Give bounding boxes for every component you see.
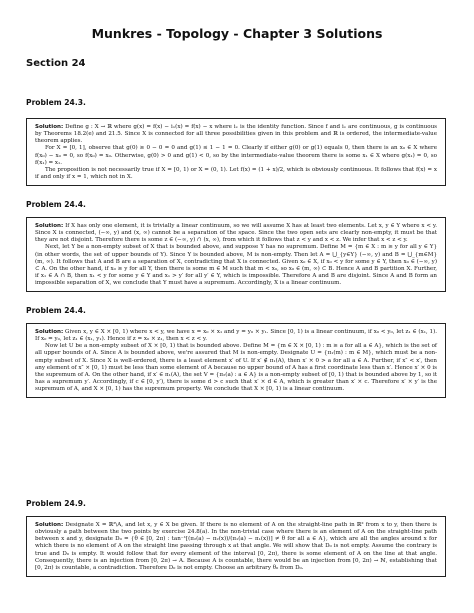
document-title: Munkres - Topology - Chapter 3 Solutions [91,26,383,41]
solution-paragraph: Now let U be a non-empty subset of X × [0, 1) that is bounded above. Define M = {m ∈ X × [0, 1) : m ≥ a for all a ∈ A}, which is the set of all upper bounds of A. Since A is bounded above, we're assured that M is non-empty. Designate U = {π₁(m) : m ∈ M}, which must be a non-empty subset of X. Since X is well-ordered, there is a least element x′ of U. If x′ ∉ π₁(A), then x′ × 0 > a for all a ∈ A. Further, if x″ < x′, then any element of x″ × [0, 1) must be less than some element of A because no upper bound of A has a first coordinate less than x′. Hence x′ × 0 is the supremum of A. On the other hand, if x′ ∈ π₁(A), the set V = {π₂(a) : a ∈ A} is a non-empty subset of [0, 1) that is bounded above by 1, so it has a supremum y′. Accordingly, if c ∈ [0, y′), there is some d > c such that x′ × d ∈ A, which is greater than x′ × c. Therefore x′ × y′ is the supremum of A, and X × [0, 1) has the supremum property. We conclude that X × [0, 1) is a linear continuum. [35,343,438,393]
solution-label: Solution: [35,124,64,130]
solution-paragraph: Solution: Define g : X → ℝ where g(x) = f(x) − iₓ(x) = f(x) − x where iₓ is the identity function. Since f and iₓ are continuous, g is continuous by Theorems 18.2(e) and 21.5. Since X is connected for all three possibilities given in this problem and ℝ is ordered, the intermediate-value theorem applies. [35,124,437,145]
solution-paragraph: Solution: Designate X = ℝ²\A, and let x, y ∈ X be given. If there is no element of A on the straight-line path in ℝ² from x to y, then there is obviously a path between the two points by exercise 24.8(a). In the non-trivial case where there is an element of A on the straight-line path between x and y, designate D₀ = {θ ∈ [0, 2π) : tan⁻¹[(π₂(a) − π₂(x))/(π₁(a) − π₁(x))] ≠ θ for all a ∈ A}, which are all the angles around x for which there is no element of A on the straight line passing through x at that angle. We will show that D₀ is not empty. Assume the contrary is true and D₀ is empty. It would follow that for every element of the interval [0, 2π), there is some element of A on the line at that angle. Consequently, there is an injection from [0, 2π) → A. Because A is countable, there would be an injection from [0, 2π) → ℕ, establishing that [0, 2π) is countable, a contradiction. Therefore D₀ is not empty. Choose an arbitrary θ₀ from D₀. [35,522,437,571]
solution-label: Solution: [35,329,64,335]
solution-box [26,516,446,577]
solution-label: Solution: [35,223,64,229]
solution-box [26,118,446,186]
problem-heading: Problem 24.4. [26,200,86,209]
solution-box [26,217,446,292]
solution-paragraph: Next, let Y be a non-empty subset of X that is bounded above, and suppose Y has no supremum. Define M = {m ∈ X : m ≥ y for all y ∈ Y} (in other words, the set of upper bounds of Y). Since Y is bounded above, M is non-empty. Then let A = ⋃_{y∈Y} (−∞, y) and B = ⋃_{m∈M} (m, ∞). It follows that A and B are a separation of X, contradicting that X is connected. Given x₀ ∈ X, if x₀ < y for some y ∈ Y, then x₀ ∈ (−∞, y) ⊂ A. On the other hand, if x₀ ≥ y for all Y, then there is some m ∈ M such that m < x₀, so x₀ ∈ (m, ∞) ⊂ B. Hence A and B partition X. Further, if x₁ ∈ A ∩ B, then x₁ < y for some y ∈ Y and x₁ > y′ for all y′ ∈ Y, which is impossible. Therefore A and B are disjoint. Since A and B form an impossible separation of X, we conclude that Y must have a supremum. Accordingly, X is a linear continuum. [35,244,437,287]
solution-paragraph: Solution: If X has only one element, it is trivially a linear continuum, so we will assume X has at least two elements. Let x, y ∈ Y where x < y. Since X is connected, (−∞, y) and (x, ∞) cannot be a separation of the space. Since the two open sets are clearly non-empty, it must be that they are not disjoint. Therefore there is some z ∈ (−∞, y) ∩ (x, ∞), from which it follows that z < y and x < z. We infer that x < z < y. [35,223,437,244]
solution-label: Solution: [35,522,64,528]
problem-heading: Problem 24.3. [26,98,86,107]
solution-paragraph: For X = [0, 1], observe that g(0) ≥ 0 − 0 = 0 and g(1) ≤ 1 − 1 = 0. Clearly if either g(0) or g(1) equals 0, then there is an x₀ ∈ X where f(x₀) − x₀ = 0, so f(x₀) = x₀. Otherwise, g(0) > 0 and g(1) < 0, so by the intermediate-value theorem there is some x₁ ∈ X where g(x₁) = 0, so f(x₁) = x₁. [35,145,437,166]
solution-box [26,323,446,398]
problem-heading: Problem 24.9. [26,499,86,508]
solution-paragraph: Solution: Given x, y ∈ X × [0, 1) where x < y, we have x = x₀ × x₁ and y = y₀ × y₁. Since [0, 1) is a linear continuum, if x₀ < y₀, let z₁ ∈ (x₁, 1). If x₀ = y₀, let z₁ ∈ (x₁, y₁). Hence if z = x₀ × z₁, then x < z < y. [35,329,437,343]
section-heading: Section 24 [26,58,86,69]
problem-heading: Problem 24.4. [26,306,86,315]
solution-paragraph: The proposition is not necessarily true if X = [0, 1) or X = (0, 1). Let f(x) = (1 + x)/2, which is obviously continuous. It follows that f(x) = x if and only if x = 1, which not in X. [35,166,437,181]
